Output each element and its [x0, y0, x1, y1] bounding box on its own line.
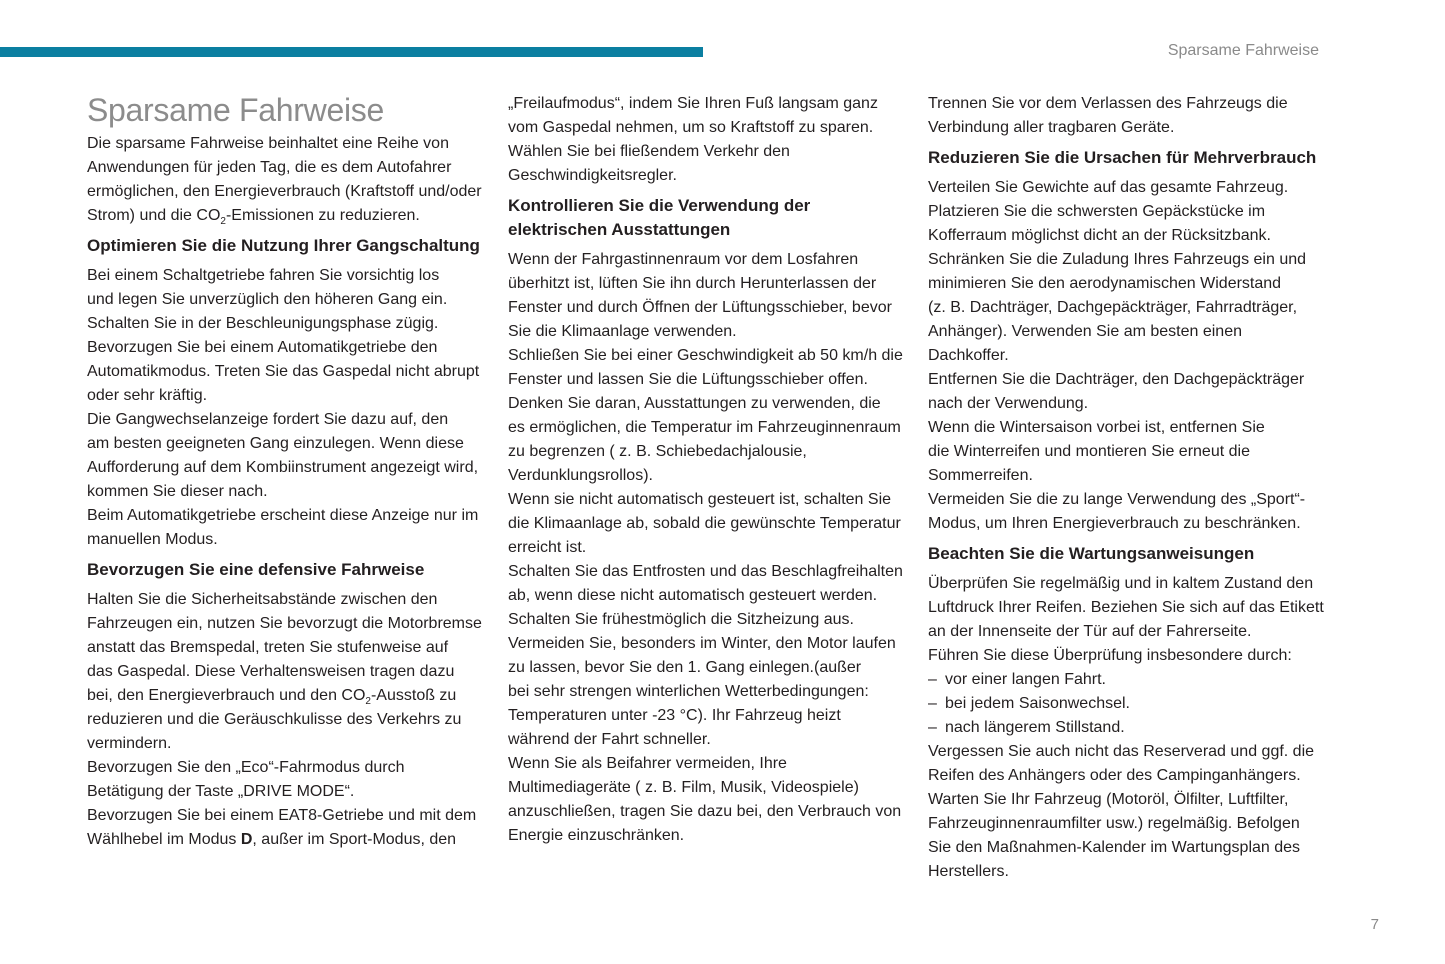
- list-item: – bei jedem Saisonwechsel.: [928, 692, 1324, 716]
- gear-shifting-text: Bei einem Schaltgetriebe fahren Sie vorsichtig los und legen Sie unverzüglich den höheren Gang ein. Schalten Sie in der Beschleunigungsphase zügig. Bevorzugen Sie bei einem Automatikgetriebe den Automatikmodus. Treten Sie das Gaspedal nicht abrupt oder sehr kräftig. Die Gangwechselanzeige fordert Sie dazu auf, den am besten geeigneten Gang einzulegen. Wenn diese Aufforderung auf dem Kombiinstrument angezeigt wird, kommen Sie dieser nach. Beim Automatikgetriebe erscheint diese Anzeige nur im manuellen Modus.: [87, 267, 480, 548]
- devices-continuation-text: Trennen Sie vor dem Verlassen des Fahrzeugs die Verbindung aller tragbaren Geräte.: [928, 95, 1288, 136]
- page-number: 7: [1370, 916, 1379, 933]
- heading-electrical-equipment: Kontrollieren Sie die Verwendung der elektrischen Ausstattungen: [508, 196, 811, 239]
- heading-excess-consumption: Reduzieren Sie die Ursachen für Mehrverbrauch: [928, 148, 1317, 167]
- maintenance-closing-text: Vergessen Sie auch nicht das Reserverad und ggf. die Reifen des Anhängers oder des Campinganhängers. Warten Sie Ihr Fahrzeug (Motoröl, Ölfilter, Luftfilter, Fahrzeuginnenraumfilter usw.) regelmäßig. Befolgen Sie den Maßnahmen-Kalender im Wartungsplan des Herstellers.: [928, 743, 1315, 880]
- column-right: [928, 92, 1324, 884]
- heading-gear-shifting: Optimieren Sie die Nutzung Ihrer Gangschaltung: [87, 236, 480, 255]
- maintenance-checklist: [928, 668, 1324, 740]
- column-middle: [508, 92, 904, 848]
- column-left: [87, 92, 483, 852]
- excess-consumption-text: Verteilen Sie Gewichte auf das gesamte Fahrzeug. Platzieren Sie die schwersten Gepäckstücke im Kofferraum möglichst dicht an der Rücksitzbank. Schränken Sie die Zuladung Ihres Fahrzeugs ein und minimieren Sie den aerodynamischen Widerstand (z. B. Dachträger, Dachgepäckträger, Fahrradträger, Anhänger). Verwenden Sie am besten einen Dachkoffer. Entfernen Sie die Dachträger, den Dachgepäckträger nach der Verwendung. Wenn die Wintersaison vorbei ist, entfernen Sie die Winterreifen und montieren Sie erneut die Sommerreifen. Vermeiden Sie die zu lange Verwendung des „Sport“- Modus, um Ihren Energieverbrauch zu beschränken.: [928, 179, 1307, 532]
- maintenance-text: Überprüfen Sie regelmäßig und in kaltem Zustand den Luftdruck Ihrer Reifen. Beziehen Sie sich auf das Etikett an der Innenseite der Tür auf der Fahrerseite. Führen Sie diese Überprüfung insbesondere durch:: [928, 575, 1324, 664]
- heading-defensive-driving: Bevorzugen Sie eine defensive Fahrweise: [87, 560, 425, 579]
- defensive-driving-text: Halten Sie die Sicherheitsabstände zwischen den Fahrzeugen ein, nutzen Sie bevorzugt die Motorbremse anstatt das Bremspedal, treten Sie stufenweise auf das Gaspedal. Diese Verhaltensweisen tragen dazu bei, den Energieverbrauch und den $CO_2$-Ausstoß zu reduzieren und die Geräuschkulisse des Verkehrs zu vermindern. Bevorzugen Sie den „Eco“-Fahrmodus durch Betätigung der Taste „DRIVE MODE“. Bevorzugen Sie bei einem EAT8-Getriebe und mit dem Wählhebel im Modus D, außer im Sport-Modus, den: [87, 591, 482, 848]
- running-header-title: Sparsame Fahrweise: [1167, 42, 1319, 59]
- heading-maintenance: Beachten Sie die Wartungsanweisungen: [928, 544, 1255, 563]
- freewheel-continuation-text: „Freilaufmodus“, indem Sie Ihren Fuß langsam ganz vom Gaspedal nehmen, um so Kraftstoff zu sparen. Wählen Sie bei fließendem Verkehr den Geschwindigkeitsregler.: [508, 95, 878, 184]
- electrical-equipment-text: Wenn der Fahrgastinnenraum vor dem Losfahren überhitzt ist, lüften Sie ihn durch Herunterlassen der Fenster und durch Öffnen der Lüftungsschieber, bevor Sie die Klimaanlage verwenden. Schließen Sie bei einer Geschwindigkeit ab 50 km/h die Fenster und lassen Sie die Lüftungsschieber offen. Denken Sie daran, Ausstattungen zu verwenden, die es ermöglichen, die Temperatur im Fahrzeuginnenraum zu begrenzen ( z. B. Schiebedachjalousie, Verdunklungsrollos). Wenn sie nicht automatisch gesteuert ist, schalten Sie die Klimaanlage ab, sobald die gewünschte Temperatur erreicht ist. Schalten Sie das Entfrosten und das Beschlagfreihalten ab, wenn diese nicht automatisch gesteuert werden. Schalten Sie frühestmöglich die Sitzheizung aus. Vermeiden Sie, besonders im Winter, den Motor laufen zu lassen, bevor Sie den 1. Gang einlegen.(außer bei sehr strengen winterlichen Wetterbedingungen: Temperaturen unter -23 °C). Ihr Fahrzeug heizt während der Fahrt schneller. Wenn Sie als Beifahrer vermeiden, Ihre Multimediageräte ( z. B. Film, Musik, Videospiele) anzuschließen, tragen Sie dazu bei, den Verbrauch von Energie einzuschränken.: [508, 251, 903, 844]
- header-accent-bar: [0, 47, 703, 57]
- intro-paragraph: Die sparsame Fahrweise beinhaltet eine Reihe von Anwendungen für jeden Tag, die es dem Autofahrer ermöglichen, den Energieverbrauch (Kraftstoff und/oder Strom) und die $CO_2$-Emissionen zu reduzieren.: [87, 135, 482, 228]
- page-title: Sparsame Fahrweise: [87, 92, 384, 128]
- list-item: – nach längerem Stillstand.: [928, 716, 1324, 740]
- list-item: – vor einer langen Fahrt.: [928, 668, 1324, 692]
